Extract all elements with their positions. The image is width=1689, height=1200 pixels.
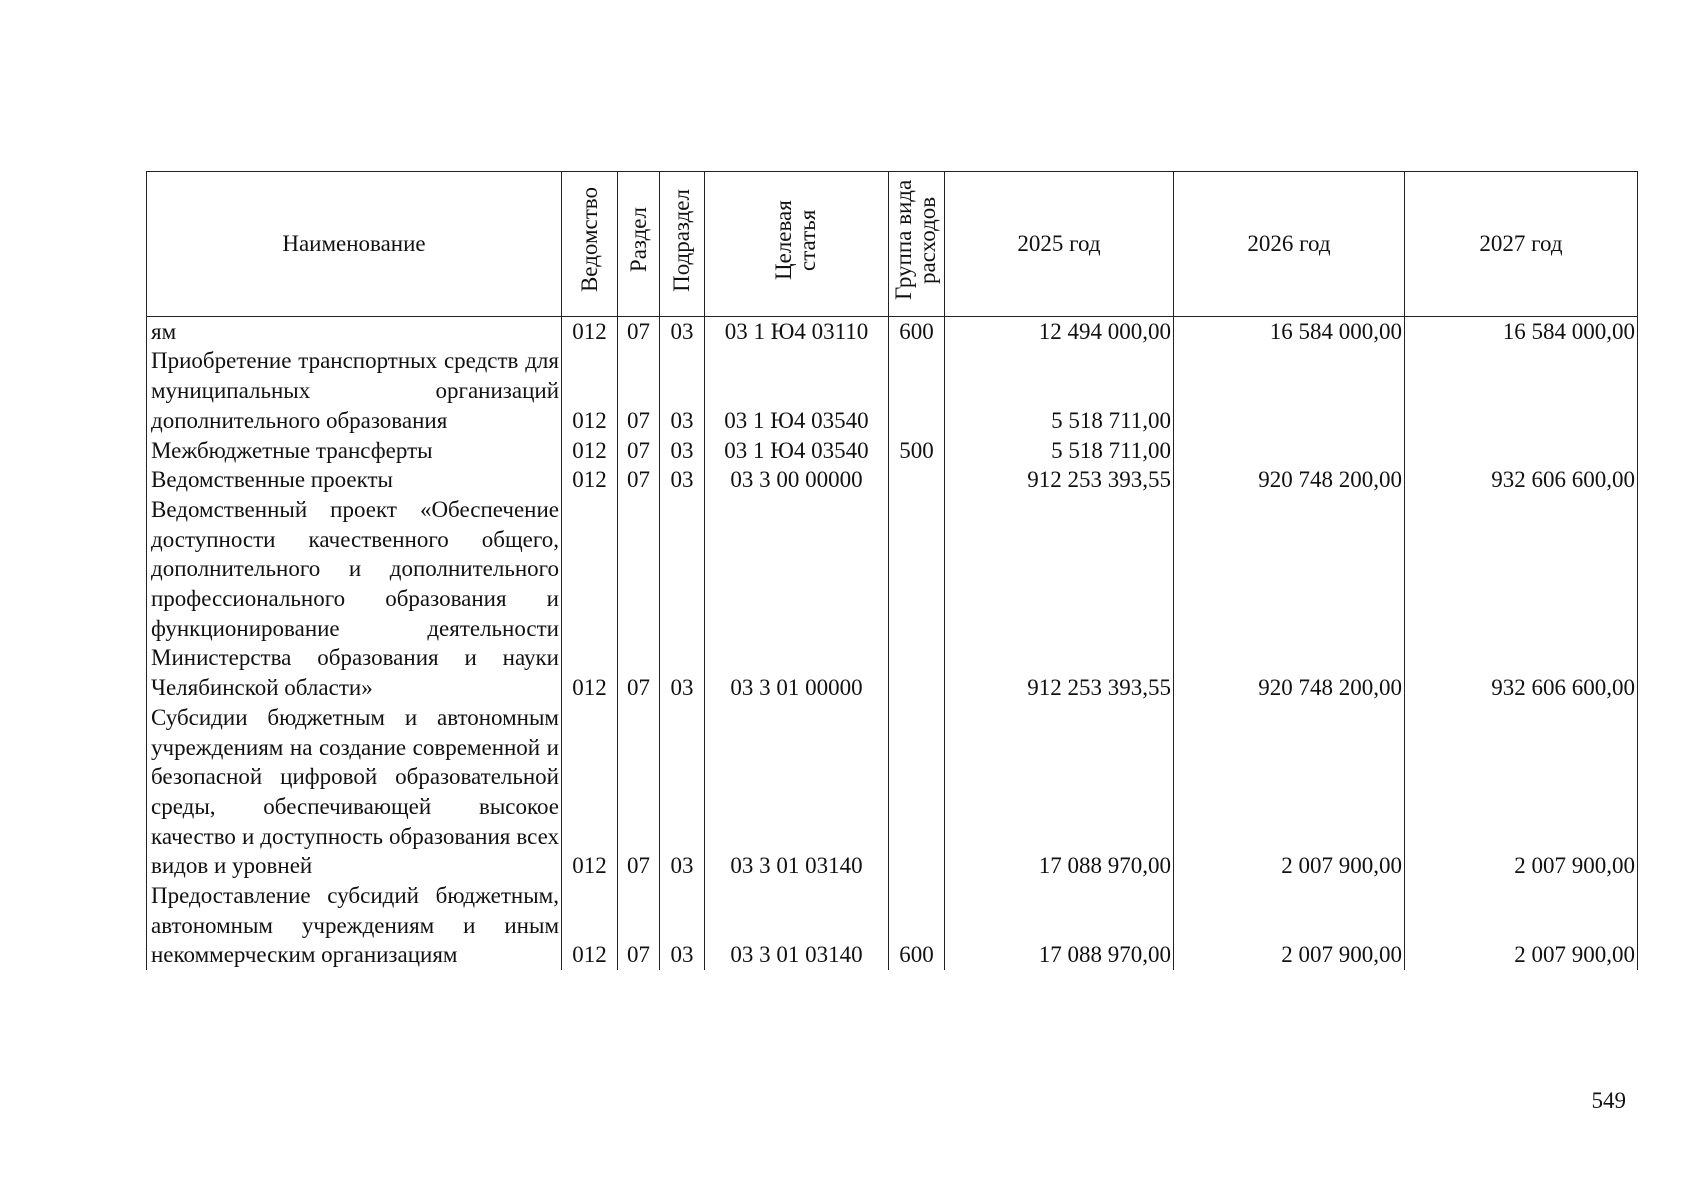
row-2027: 2 007 900,00 — [1405, 703, 1638, 881]
table-row — [147, 495, 1638, 703]
table-row — [147, 346, 1638, 435]
row-2025: 5 518 711,00 — [945, 346, 1174, 435]
row-department: 012 — [562, 703, 618, 881]
row-target-item: 03 1 Ю4 03540 — [705, 436, 889, 466]
row-department: 012 — [562, 346, 618, 435]
row-2027: 16 584 000,00 — [1405, 316, 1638, 346]
page-number: 549 — [1591, 1088, 1626, 1113]
row-expense-group — [889, 346, 945, 435]
row-subsection: 03 — [660, 703, 705, 881]
row-2026 — [1174, 346, 1405, 435]
header-2026: 2026 год — [1174, 172, 1405, 317]
row-expense-group — [889, 703, 945, 881]
table-row — [147, 465, 1638, 495]
row-2025: 912 253 393,55 — [945, 495, 1174, 703]
row-subsection: 03 — [660, 316, 705, 346]
row-expense-group: 500 — [889, 436, 945, 466]
row-target-item: 03 1 Ю4 03540 — [705, 346, 889, 435]
row-department: 012 — [562, 495, 618, 703]
row-2026: 16 584 000,00 — [1174, 316, 1405, 346]
row-2027 — [1405, 346, 1638, 435]
row-name: Приобретение транспортных средств для муниципальных организаций дополнительного образования — [147, 346, 562, 435]
budget-table — [146, 171, 1638, 970]
row-2027: 932 606 600,00 — [1405, 465, 1638, 495]
header-row — [147, 172, 1638, 317]
row-section: 07 — [618, 495, 660, 703]
row-2026 — [1174, 436, 1405, 466]
row-target-item: 03 1 Ю4 03110 — [705, 316, 889, 346]
row-section: 07 — [618, 436, 660, 466]
row-2026: 920 748 200,00 — [1174, 495, 1405, 703]
row-target-item: 03 3 01 00000 — [705, 495, 889, 703]
header-section: Раздел — [625, 207, 651, 273]
row-section: 07 — [618, 881, 660, 970]
header-target-item: Целевая статья — [770, 200, 820, 280]
row-target-item: 03 3 01 03140 — [705, 703, 889, 881]
row-department: 012 — [562, 881, 618, 970]
row-subsection: 03 — [660, 346, 705, 435]
row-name: Субсидии бюджетным и автономным учреждениям на создание современной и безопасной цифровой образовательной среды, обеспечивающей высокое качество и доступность образования всех видов и уровней — [147, 703, 562, 881]
row-section: 07 — [618, 465, 660, 495]
header-2025: 2025 год — [945, 172, 1174, 317]
row-expense-group — [889, 465, 945, 495]
row-2025: 912 253 393,55 — [945, 465, 1174, 495]
row-name: Межбюджетные трансферты — [147, 436, 562, 466]
row-2025: 5 518 711,00 — [945, 436, 1174, 466]
row-name: Предоставление субсидий бюджетным, автономным учреждениям и иным некоммерческим организациям — [147, 881, 562, 970]
table-row — [147, 316, 1638, 346]
table-row — [147, 703, 1638, 881]
row-department: 012 — [562, 316, 618, 346]
row-2025: 12 494 000,00 — [945, 316, 1174, 346]
row-subsection: 03 — [660, 465, 705, 495]
row-expense-group — [889, 495, 945, 703]
row-department: 012 — [562, 436, 618, 466]
header-expense-group: Группа вида расходов — [890, 179, 940, 301]
row-department: 012 — [562, 465, 618, 495]
row-section: 07 — [618, 316, 660, 346]
header-2027: 2027 год — [1405, 172, 1638, 317]
table-row — [147, 881, 1638, 970]
row-name: ям — [147, 316, 562, 346]
row-2026: 920 748 200,00 — [1174, 465, 1405, 495]
row-2027: 2 007 900,00 — [1405, 881, 1638, 970]
row-2027: 932 606 600,00 — [1405, 495, 1638, 703]
row-subsection: 03 — [660, 495, 705, 703]
row-subsection: 03 — [660, 436, 705, 466]
header-subsection: Подраздел — [669, 188, 694, 292]
row-name: Ведомственный проект «Обеспечение доступности качественного общего, дополнительного и дополнительного профессионального образования и функционирование деятельности Министерства образования и науки Челябинской области» — [147, 495, 562, 703]
row-2026: 2 007 900,00 — [1174, 881, 1405, 970]
row-section: 07 — [618, 346, 660, 435]
row-2025: 17 088 970,00 — [945, 703, 1174, 881]
row-2026: 2 007 900,00 — [1174, 703, 1405, 881]
header-name: Наименование — [147, 172, 562, 317]
header-department: Ведомство — [576, 187, 602, 293]
row-2027 — [1405, 436, 1638, 466]
row-target-item: 03 3 01 03140 — [705, 881, 889, 970]
row-expense-group: 600 — [889, 881, 945, 970]
row-subsection: 03 — [660, 881, 705, 970]
row-2025: 17 088 970,00 — [945, 881, 1174, 970]
row-name: Ведомственные проекты — [147, 465, 562, 495]
row-expense-group: 600 — [889, 316, 945, 346]
row-target-item: 03 3 00 00000 — [705, 465, 889, 495]
table-row — [147, 436, 1638, 466]
row-section: 07 — [618, 703, 660, 881]
